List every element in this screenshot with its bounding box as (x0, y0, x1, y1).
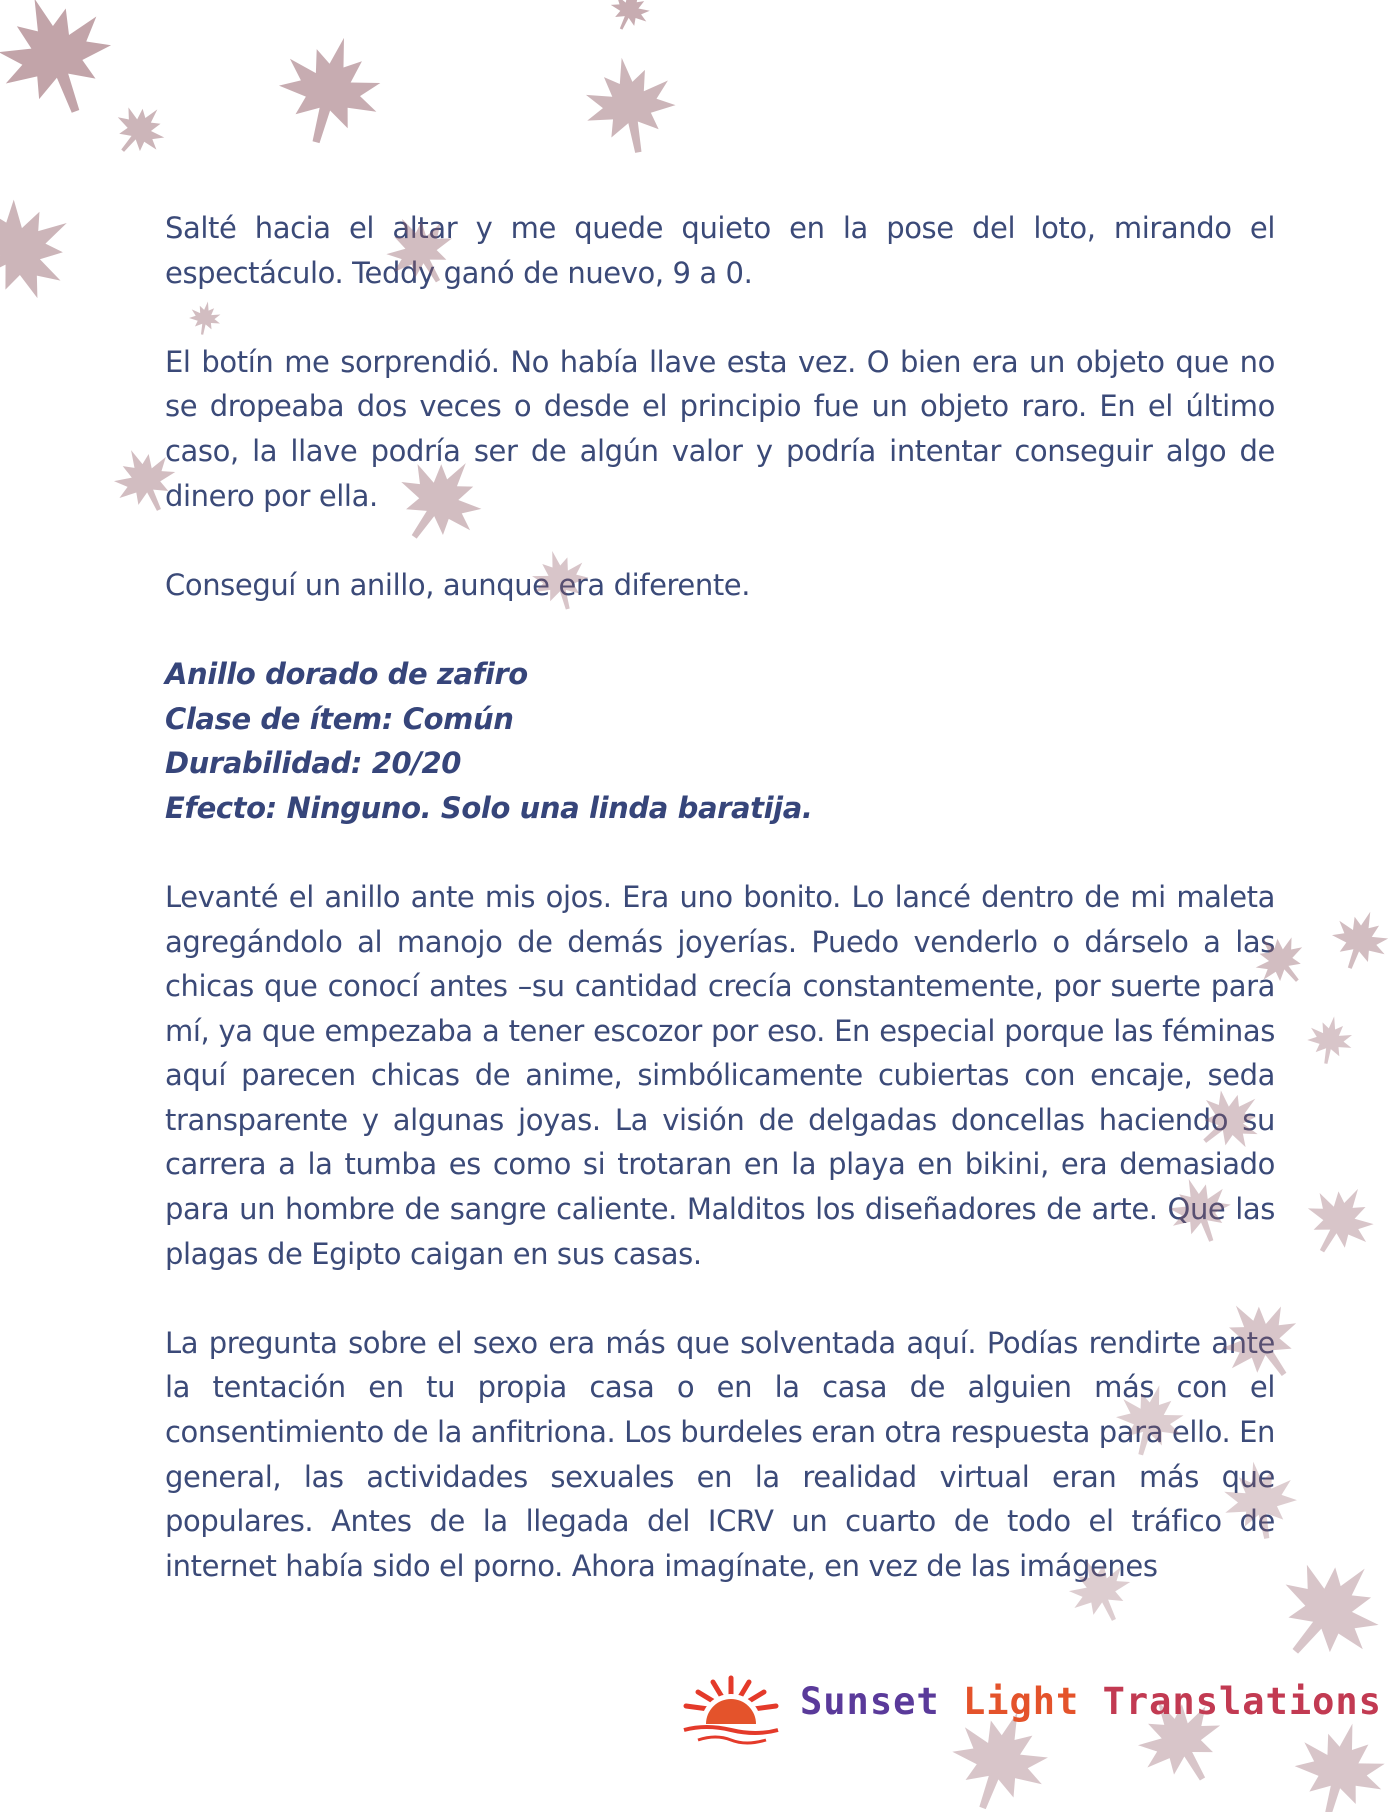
logo-word-translations: Translations (1102, 1680, 1382, 1723)
item-durability: Durabilidad: 20/20 (165, 746, 462, 781)
maple-leaf-icon (603, 0, 656, 37)
item-stats-block (165, 652, 1275, 830)
maple-leaf-icon (578, 50, 683, 160)
maple-leaf-icon (1284, 1712, 1395, 1812)
publisher-logo (676, 1668, 1382, 1748)
chapter-text (165, 206, 1275, 1633)
paragraph-raised-ring: Levanté el anillo ante mis ojos. Era uno bonito. Lo lancé dentro de mi maleta agregándolo al manojo de demás joyerías. Puedo venderlo o dárselo a las chicas que conocí antes –su cantidad crecía constantemente, por suerte para mí, ya que empezaba a tener escozor por eso. En especial porque las féminas aquí parecen chicas de anime, simbólicamente cubiertas con encaje, seda transparente y algunas joyas. La visión de delgadas doncellas haciendo su carrera a la tumba es como si trotaran en la playa en bikini, era demasiado para un hombre de sangre caliente. Malditos los diseñadores de arte. Que las plagas de Egipto caigan en sus casas. (165, 879, 1275, 1271)
maple-leaf-icon (1304, 1012, 1356, 1067)
item-class: Clase de ítem: Común (165, 701, 514, 736)
paragraph-altar: Salté hacia el altar y me quede quieto en la pose del loto, mirando el espectáculo. Teddy ganó de nuevo, 9 a 0. (165, 211, 1275, 290)
maple-leaf-icon (103, 93, 176, 167)
item-name: Anillo dorado de zafiro (165, 656, 528, 691)
logo-word-sunset: Sunset (800, 1680, 940, 1723)
logo-word-light: Light (962, 1680, 1080, 1723)
maple-leaf-icon (0, 0, 128, 131)
maple-leaf-icon (1257, 1536, 1400, 1684)
maple-leaf-icon (1293, 1172, 1387, 1268)
maple-leaf-icon (1323, 902, 1396, 978)
maple-leaf-icon (267, 25, 392, 155)
sun-logo-icon (676, 1668, 786, 1748)
paragraph-loot: El botín me sorprendió. No había llave esta vez. O bien era un objeto que no se dropeaba dos veces o desde el principio fue un objeto raro. En el último caso, la llave podría ser de algún valor y podría intentar conseguir algo de dinero por ella. (165, 344, 1275, 513)
paragraph-question: La pregunta sobre el sexo era más que solventada aquí. Podías rendirte ante la tentación en tu propia casa o en la casa de alguien más con el consentimiento de la anfitriona. Los burdeles eran otra respuesta para ello. En general, las actividades sexuales en la realidad virtual eran más que populares. Antes de la llegada del ICRV un cuarto de todo el tráfico de internet había sido el porno. Ahora imagínate, en vez de las imágenes (165, 1325, 1276, 1583)
logo-wordmark (800, 1680, 1382, 1723)
paragraph-ring: Conseguí un anillo, aunque era diferente. (165, 567, 751, 602)
item-effect: Efecto: Ninguno. Solo una linda baratija. (165, 790, 813, 825)
maple-leaf-icon (0, 179, 92, 320)
